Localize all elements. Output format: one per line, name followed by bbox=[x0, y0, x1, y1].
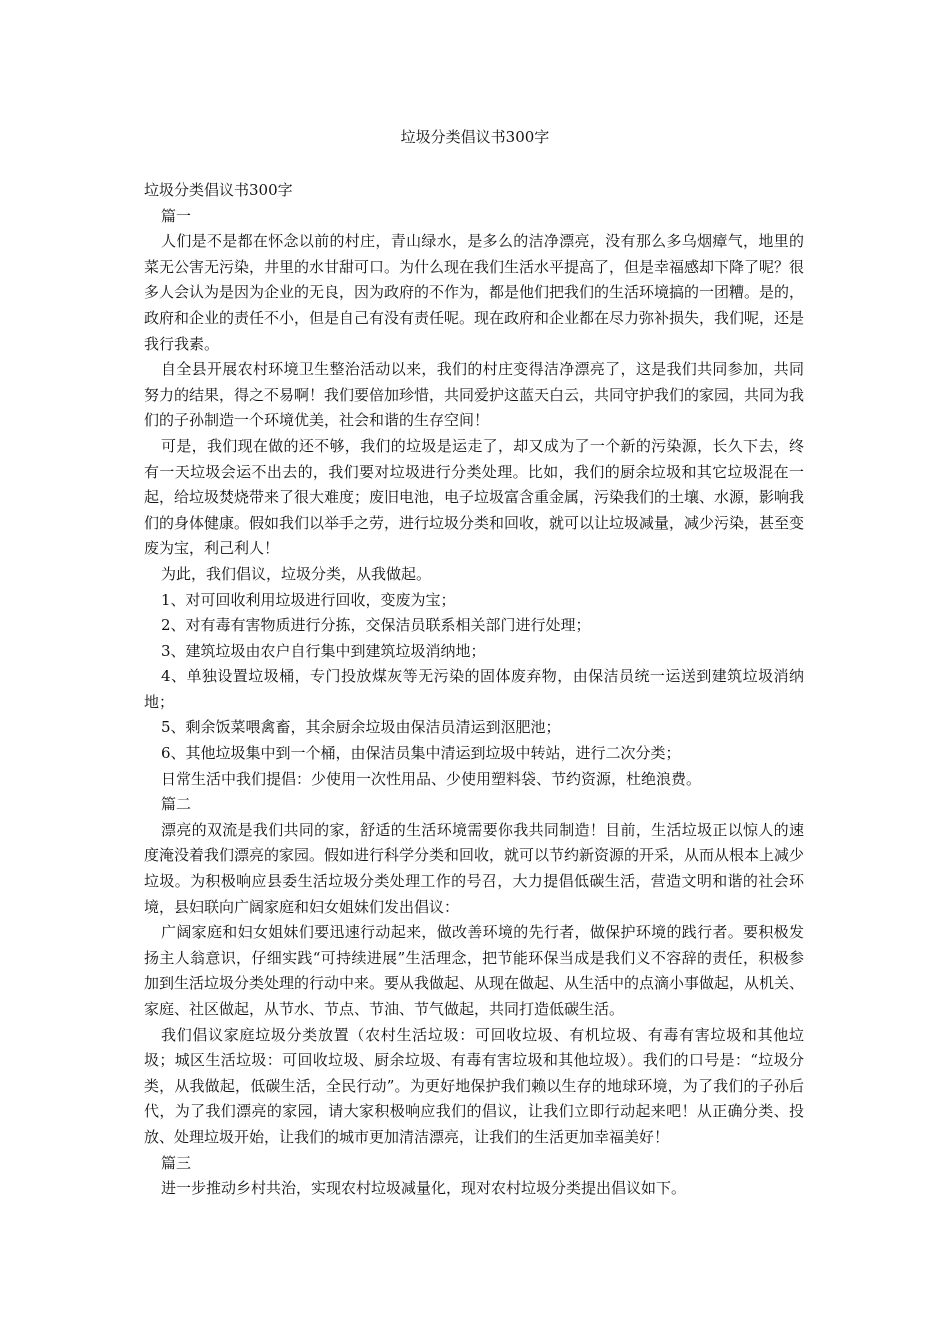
list-item: 2、对有毒有害物质进行分拣，交保洁员联系相关部门进行处理； bbox=[161, 616, 591, 635]
paragraph: 为此，我们倡议，垃圾分类，从我做起。 bbox=[161, 564, 432, 583]
list-item: 6、其他垃圾集中到一个桶，由保洁员集中清运到垃圾中转站，进行二次分类； bbox=[161, 744, 681, 763]
section-heading-1: 篇一 bbox=[161, 206, 192, 225]
list-item: 1、对可回收利用垃圾进行回收，变废为宝； bbox=[161, 590, 456, 609]
paragraph: 进一步推动乡村共治，实现农村垃圾减量化，现对农村垃圾分类提出倡议如下。 bbox=[161, 1179, 687, 1198]
document-body bbox=[144, 178, 804, 1202]
list-item: 3、建筑垃圾由农户自行集中到建筑垃圾消纳地； bbox=[161, 641, 486, 660]
section-heading-3: 篇三 bbox=[161, 1153, 192, 1172]
document-subtitle: 垃圾分类倡议书300字 bbox=[144, 181, 293, 199]
paragraph: 漂亮的双流是我们共同的家，舒适的生活环境需要你我共同制造！目前，生活垃圾正以惊人的速度淹没着我们漂亮的家园。假如进行科学分类和回收，就可以节约新资源的开采，从而从根本上减少垃圾。为积极响应县委生活垃圾分类处理工作的号召，大力提倡低碳生活，营造文明和谐的社会环境，县妇联向广阔家庭和妇女姐妹们发出倡议： bbox=[144, 820, 805, 916]
list-item: 5、剩余饭菜喂禽畜，其余厨余垃圾由保洁员清运到沤肥池； bbox=[161, 718, 561, 737]
paragraph: 人们是不是都在怀念以前的村庄，青山绿水，是多么的洁净漂亮，没有那么多乌烟瘴气，地里的菜无公害无污染，井里的水甘甜可口。为什么现在我们生活水平提高了，但是幸福感却下降了呢？很多人会认为是因为企业的无良，因为政府的不作为，都是他们把我们的生活环境搞的一团糟。是的，政府和企业的责任不小，但是自己有没有责任呢。现在政府和企业都在尽力弥补损失，我们呢，还是我行我素。 bbox=[144, 232, 805, 353]
paragraph: 可是，我们现在做的还不够，我们的垃圾是运走了，却又成为了一个新的污染源，长久下去，终有一天垃圾会运不出去的，我们要对垃圾进行分类处理。比如，我们的厨余垃圾和其它垃圾混在一起，给垃圾焚烧带来了很大难度；废旧电池，电子垃圾富含重金属，污染我们的土壤、水源，影响我们的身体健康。假如我们以举手之劳，进行垃圾分类和回收，就可以让垃圾减量，减少污染，甚至变废为宝，利己利人！ bbox=[144, 436, 805, 558]
section-heading-2: 篇二 bbox=[161, 795, 192, 814]
paragraph: 日常生活中我们提倡：少使用一次性用品、少使用塑料袋、节约资源，杜绝浪费。 bbox=[161, 769, 702, 788]
paragraph: 我们倡议家庭垃圾分类放置（农村生活垃圾：可回收垃圾、有机垃圾、有毒有害垃圾和其他垃圾；城区生活垃圾：可回收垃圾、厨余垃圾、有毒有害垃圾和其他垃圾）。我们的口号是：“垃圾分类，从我做起，低碳生活，全民行动”。为更好地保护我们赖以生存的地球环境，为了我们的子孙后代，为了我们漂亮的家园，请大家积极响应我们的倡议，让我们立即行动起来吧！从正确分类、投放、处理垃圾开始，让我们的城市更加清洁漂亮，让我们的生活更加幸福美好！ bbox=[144, 1025, 804, 1146]
document-title: 垃圾分类倡议书300字 bbox=[400, 128, 550, 146]
paragraph: 广阔家庭和妇女姐妹们要迅速行动起来，做改善环境的先行者，做保护环境的践行者。要积极发扬主人翁意识，仔细实践“可持续进展”生活理念，把节能环保当成是我们义不容辞的责任，积极参加到生活垃圾分类处理的行动中来。要从我做起、从现在做起、从生活中的点滴小事做起，从机关、家庭、社区做起，从节水、节点、节油、节气做起，共同打造低碳生活。 bbox=[144, 923, 805, 1018]
list-item: 4、单独设置垃圾桶，专门投放煤灰等无污染的固体废弃物，由保洁员统一运送到建筑垃圾消纳地； bbox=[144, 667, 804, 711]
paragraph: 自全县开展农村环境卫生整治活动以来，我们的村庄变得洁净漂亮了，这是我们共同参加，共同努力的结果，得之不易啊！我们要倍加珍惜，共同爱护这蓝天白云，共同守护我们的家园，共同为我们的子孙制造一个环境优美，社会和谐的生存空间！ bbox=[144, 360, 805, 430]
